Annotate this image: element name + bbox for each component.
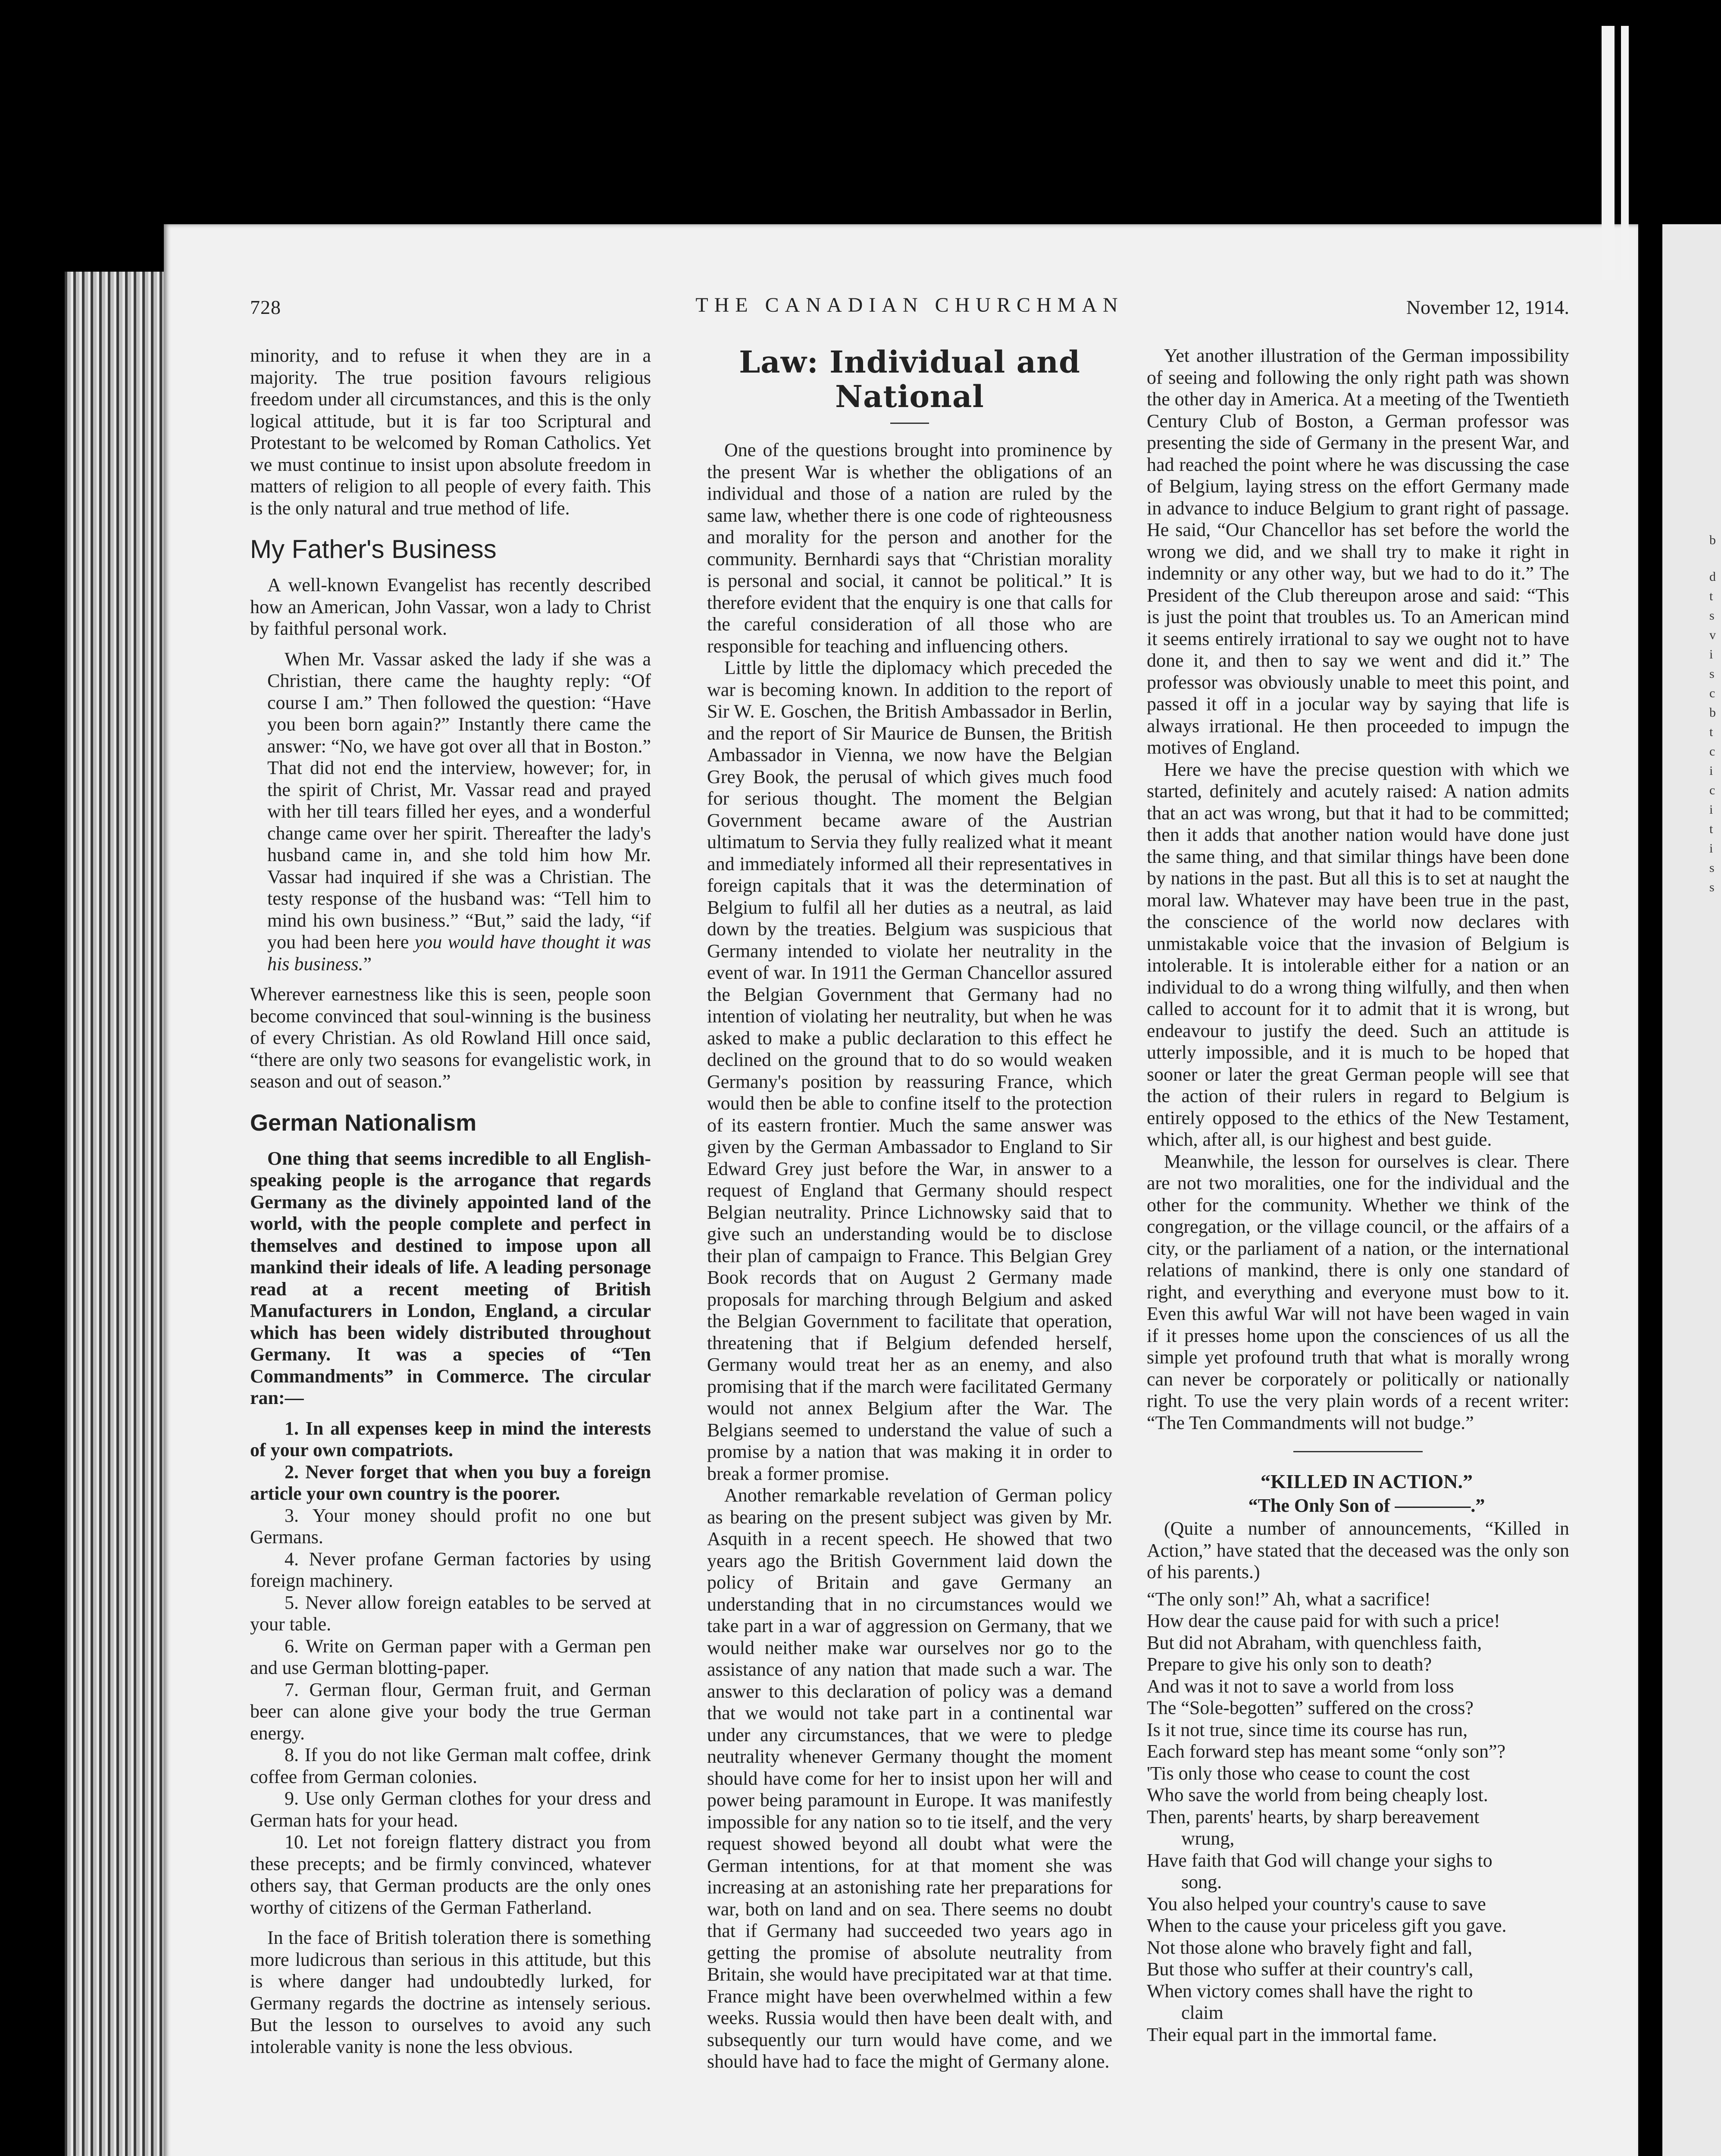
list-item: 3. Your money should profit no one but Germans. — [250, 1504, 651, 1548]
paragraph: In the face of British toleration there is something more ludicrous than serious in this attitude, but this is where danger had undoubtedly lurked, for Germany regards the doctrine as intensely serious. But the lesson to ourselves to avoid any such intolerable vanity is none the less obvious. — [250, 1927, 651, 2057]
sliver-letter: b — [1709, 533, 1716, 547]
poem-line: “The only son!” Ah, what a sacrifice! — [1147, 1588, 1431, 1610]
binding-bar — [1602, 26, 1615, 280]
sliver-letter: s — [1709, 861, 1715, 875]
quote-emphasis: you would have thought it was his business. — [267, 931, 651, 975]
sliver-letter: c — [1709, 686, 1715, 700]
sliver-letter: s — [1709, 608, 1715, 623]
book-page-edges — [65, 272, 177, 2156]
sliver-letter: i — [1709, 802, 1713, 817]
poem-line: When to the cause your priceless gift you gave. — [1147, 1915, 1507, 1936]
facing-page-letters — [1709, 530, 1721, 897]
facing-page-edge — [1662, 224, 1721, 2156]
poem-line: Not those alone who bravely fight and fall, — [1147, 1937, 1473, 1958]
poem-preface: (Quite a number of announcements, “Killed in Action,” have stated that the deceased was the only son of his parents.) — [1147, 1518, 1569, 1583]
poem-line: The “Sole-begotten” suffered on the cross? — [1147, 1697, 1474, 1718]
quote-text: When Mr. Vassar asked the lady if she was a Christian, there came the haughty reply: “Of course I am.” Then followed the question: “Have you been born again?” Instantly there came the answer: “No, we have got over all that in Boston.” That did not end the interview, however; for, in the spirit of Christ, Mr. Vassar read and prayed with her till tears filled her eyes, and a wonderful change came over her spirit. Thereafter the lady's husband came in, and she told him how Mr. Vassar had inquired if she was a Christian. The testy response of the husband was: “Tell him to mind his own business.” “But,” said the lady, “if you had been here — [267, 648, 651, 953]
list-item: 9. Use only German clothes for your dress and German hats for your head. — [250, 1788, 651, 1831]
article-headline: Law: Individual and National — [739, 344, 1080, 414]
poem-line: Their equal part in the immortal fame. — [1147, 2024, 1437, 2045]
sliver-letter: s — [1709, 667, 1715, 681]
page-number: 728 — [250, 296, 281, 318]
commandments-list — [250, 1418, 651, 1919]
paragraph: Here we have the precise question with which we started, definitely and acutely raised: A nation admits that an act was wrong, but that it had to be committed; then it adds that another nation would have done just the same thing, and that similar things have been done by nations in the past. But all this is to set at naught the moral law. Whatever may have been true in the past, the conscience of the world now declares with unmistakable voice that the invasion of Belgium is intolerable. It is intolerable either for a nation or an individual to do a wrong thing wilfully, and then when called to account for it to admit that it is wrong, but endeavour to justify the deed. Such an attitude is utterly impossible, and it is much to be hoped that sooner or later the great German people will see that the action of their rulers in regard to Belgium is entirely opposed to the ethics of the New Testament, which, after all, is our highest and best guide. — [1147, 758, 1569, 1150]
poem-line: Prepare to give his only son to death? — [1147, 1654, 1432, 1675]
list-item: 5. Never allow foreign eatables to be served at your table. — [250, 1592, 651, 1635]
running-header — [250, 293, 1569, 328]
poem — [1147, 1589, 1569, 2046]
paragraph: One of the questions brought into prominence by the present War is whether the obligations of an individual and those of a nation are ruled by the same law, whether there is one code of righteousness and morality for the person and another for the community. Bernhardi says that “Christian morality is personal and social, it cannot be political.” It is therefore evident that the enquiry is one that calls for the careful consideration of all those who are responsible for teaching and influencing others. — [707, 439, 1112, 657]
poem-line: And was it not to save a world from loss — [1147, 1675, 1454, 1697]
poem-line: claim — [1181, 2002, 1223, 2023]
sliver-letter: b — [1709, 705, 1716, 720]
list-item: 6. Write on German paper with a German pen and use German blotting-paper. — [250, 1635, 651, 1678]
divider — [1293, 1451, 1423, 1452]
binding-bar — [1621, 26, 1629, 280]
poem-line: But those who suffer at their country's call, — [1147, 1959, 1474, 1980]
poem-line: You also helped your country's cause to save — [1147, 1893, 1486, 1915]
poem-line: Then, parents' hearts, by sharp bereavement — [1147, 1806, 1480, 1827]
quoted-paragraph — [267, 649, 651, 975]
column-left — [250, 345, 651, 2058]
list-item: 7. German flour, German fruit, and German beer can alone give your body the true German energy. — [250, 1679, 651, 1744]
list-item: 8. If you do not like German malt coffee, drink coffee from German colonies. — [250, 1744, 651, 1787]
paragraph: One thing that seems incredible to all English-speaking people is the arrogance that regards Germany as the divinely appointed land of the world, with the people complete and perfect in themselves and destined to impose upon all mankind their ideals of life. A leading personage read at a recent meeting of British Manufacturers in London, England, a circular which has been widely distributed throughout Germany. It was a species of “Ten Commandments” in Commerce. The circular ran:— — [250, 1147, 651, 1408]
sliver-letter: d — [1709, 570, 1716, 584]
sliver-letter: s — [1709, 880, 1715, 894]
issue-date: November 12, 1914. — [1406, 296, 1569, 318]
poem-line: 'Tis only those who cease to count the cost — [1147, 1762, 1470, 1784]
paragraph: Yet another illustration of the German impossibility of seeing and following the only right path was shown the other day in America. At a meeting of the Twentieth Century Club of Boston, a German professor was presenting the side of Germany in the present War, and had reached the point where he was discussing the case of Belgium, laying stress on the effort Germany made in advance to induce Belgium to grant right of passage. He said, “Our Chancellor has set before the world the wrong we did, and we shall try to make it right in indemnity or any other way, but we had to do it.” The President of the Club thereupon arose and said: “This is just the point that troubles us. To an American mind it seems entirely irrational to say we ought not to have done it, and then to say we went and did it.” The professor was obviously unable to meet this point, and passed it off in a jocular way by saying that life is always irrational. He then proceeded to impugn the motives of England. — [1147, 345, 1569, 758]
paragraph: Meanwhile, the lesson for ourselves is clear. There are not two moralities, one for the individual and the other for the community. Whether we think of the congregation, or the village council, or the affairs of a city, or the parliament of a nation, or the international relations of mankind, there is only one standard of right, and everything and everyone must bow to it. Even this awful War will not have been waged in vain if it presses home upon the consciences of us all the simple yet profound truth that what is morally wrong can never be corporately or politically or nationally right. To use the very plain words of a recent writer: “The Ten Commandments will not budge.” — [1147, 1150, 1569, 1433]
journal-title: THE CANADIAN CHURCHMAN — [695, 294, 1124, 317]
sliver-letter: v — [1709, 628, 1716, 642]
sliver-letter: t — [1709, 725, 1713, 739]
list-item: 10. Let not foreign flattery distract you from these precepts; and be firmly convinced, whatever others say, that German products are the only ones worthy of citizens of the German Fatherland. — [250, 1831, 651, 1918]
paragraph: Little by little the diplomacy which preceded the war is becoming known. In addition to the report of Sir W. E. Goschen, the British Ambassador in Berlin, and the report of Sir Maurice de Bunsen, the British Ambassador in Vienna, we now have the Belgian Grey Book, the perusal of which gives much food for serious thought. The moment the Belgian Government became aware of the Austrian ultimatum to Servia they fully realized what it meant and immediately informed all their representatives in foreign capitals that it was the determination of Belgium to fulfil all her duties as a neutral, as laid down by the treaties. Belgium was suspicious that Germany intended to violate her neutrality in the event of war. In 1911 the German Chancellor assured the Belgian Government that Germany had no intention of violating her neutrality, but when he was asked to make a public declaration to this effect he declined on the ground that to do so would weaken Germany's position by reassuring France, which would then be able to confine itself to the protection of its eastern frontier. Much the same answer was given by the German Ambassador to England to Sir Edward Grey just before the War, in answer to a request of England that Germany should respect Belgian neutrality. Prince Lichnowsky said that to give such an understanding would be to disclose their plan of campaign to France. This Belgian Grey Book records that on August 2 Germany made proposals for marching through Belgium and asked the Belgian Government to facilitate that operation, threatening that if Belgium defended herself, Germany would treat her as an enemy, and also promising that if the march were facilitated Germany would not annex Belgium after the War. The Belgians seemed to understand the value of such a promise by a nation that was making it in order to break a former promise. — [707, 657, 1112, 1484]
poem-line: How dear the cause paid for with such a price! — [1147, 1610, 1500, 1631]
list-item: 2. Never forget that when you buy a foreign article your own country is the poorer. — [250, 1461, 651, 1504]
quote-close: ” — [363, 953, 372, 975]
divider — [890, 423, 929, 424]
poem-line: Who save the world from being cheaply lost. — [1147, 1784, 1488, 1805]
paragraph: Wherever earnestness like this is seen, people soon become convinced that soul-winning is the business of every Christian. As old Rowland Hill once said, “there are only two seasons for evangelistic work, in season and out of season.” — [250, 984, 651, 1092]
sliver-letter: i — [1709, 841, 1713, 856]
list-item: 1. In all expenses keep in mind the interests of your own compatriots. — [250, 1417, 651, 1460]
paragraph: A well-known Evangelist has recently described how an American, John Vassar, won a lady to Christ by faithful personal work. — [250, 574, 651, 639]
section-heading: German Nationalism — [250, 1109, 477, 1136]
paragraph: Another remarkable revelation of German policy as bearing on the present subject was given by Mr. Asquith in a recent speech. He showed that two years ago the British Government laid down the policy of Britain and gave Germany an understanding that in no circumstances would we take part in a war of aggression on Germany, that we would neither make war ourselves nor go to the assistance of any nation that made such a war. The answer to this declaration of policy was a demand that we would not take part in a continental war under any circumstances, that we were to pledge neutrality whenever Germany thought the moment should have come for her to insist upon her will and power being paramount in Europe. It was manifestly impossible for any nation so to tie itself, and the very request showed beyond all doubt what were the German intentions, for at that moment she was increasing at an astonishing rate her preparations for war, both on land and on sea. There seems no doubt that if Germany had succeeded two years ago in getting the promise of absolute neutrality from Britain, she would have precipitated war at that time. France might have been overwhelmed within a few weeks. Russia would then have been dealt with, and subsequently our turn would have come, and we should have had to face the might of Germany alone. — [707, 1485, 1112, 2072]
poem-line: But did not Abraham, with quenchless faith, — [1147, 1632, 1482, 1653]
paragraph: minority, and to refuse it when they are in a majority. The true position favours religious freedom under all circumstances, and this is the only logical attitude, but it is far too Scriptural and Protestant to be welcomed by Roman Catholics. Yet we must continue to insist upon absolute freedom in matters of religion to all people of every faith. This is the only natural and true method of life. — [250, 345, 651, 519]
poem-line: Is it not true, since time its course has run, — [1147, 1719, 1468, 1740]
column-right — [1147, 345, 1569, 2046]
sliver-letter: i — [1709, 764, 1713, 778]
list-item: 4. Never profane German factories by using foreign machinery. — [250, 1548, 651, 1591]
sliver-letter: i — [1709, 647, 1713, 661]
sliver-letter: c — [1709, 783, 1715, 797]
section-heading: My Father's Business — [250, 535, 497, 564]
sliver-letter: c — [1709, 744, 1715, 758]
poem-subtitle: “The Only Son of ————.” — [1248, 1495, 1485, 1516]
poem-line: song. — [1181, 1871, 1222, 1893]
poem-line: Have faith that God will change your sighs to — [1147, 1849, 1493, 1871]
poem-line: Each forward step has meant some “only son”? — [1147, 1741, 1506, 1762]
sliver-letter: t — [1709, 822, 1713, 836]
column-middle — [707, 345, 1112, 2073]
poem-line: When victory comes shall have the right to — [1147, 1980, 1473, 2002]
poem-title: “KILLED IN ACTION.” — [1260, 1470, 1473, 1492]
poem-line: wrung, — [1181, 1828, 1235, 1849]
sliver-letter: t — [1709, 589, 1713, 603]
